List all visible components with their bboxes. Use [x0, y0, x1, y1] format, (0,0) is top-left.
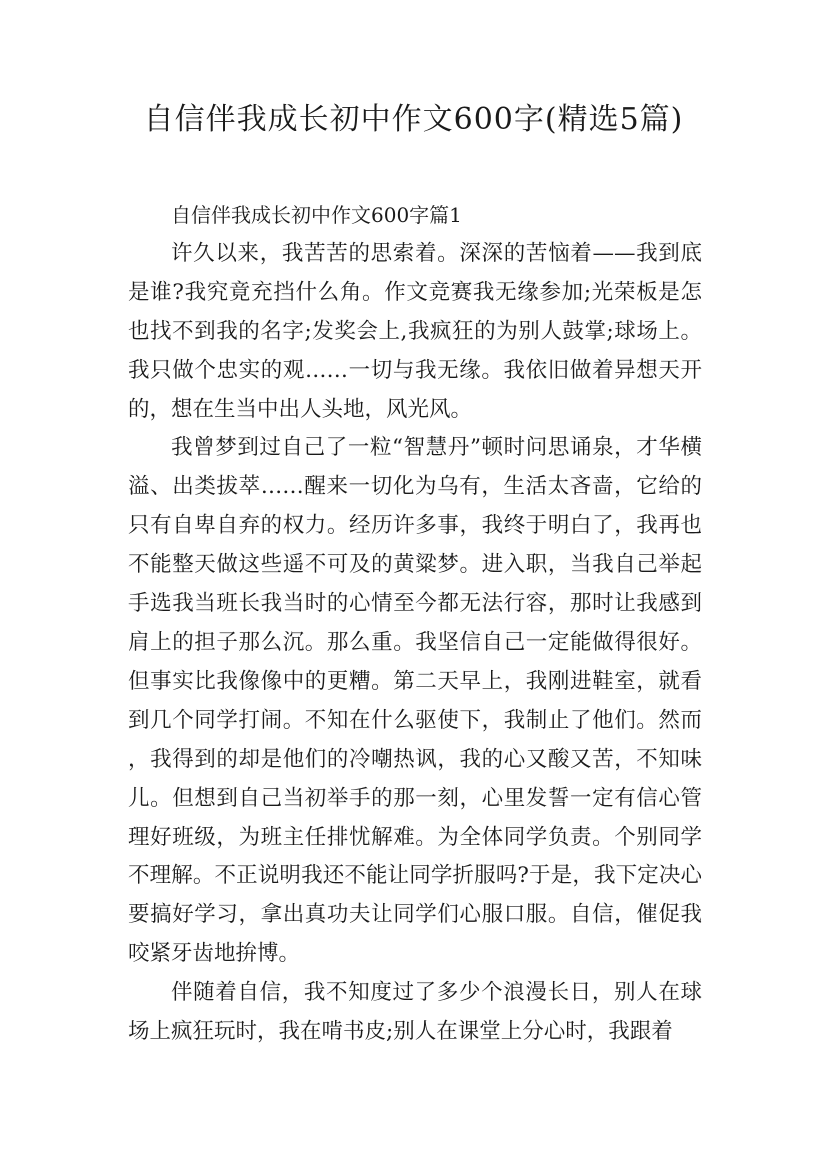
- document-title: 自信伴我成长初中作文600字(精选5篇): [143, 102, 684, 137]
- document-body: [128, 196, 702, 1052]
- paragraph: 许久以来，我苦苦的思索着。深深的苦恼着——我到底是谁?我究竟充挡什么角。作文竞赛我无缘参加;光荣板是怎也找不到我的名字;发奖会上,我疯狂的为别人鼓掌;球场上。我只做个忠实的观……一切与我无缘。我依旧做着异想天开的，想在生当中出人头地，风光风。: [128, 240, 702, 422]
- section-heading: 自信伴我成长初中作文600字篇1: [171, 203, 462, 227]
- paragraph: 我曾梦到过自己了一粒“智慧丹”顿时问思诵泉，才华横溢、出类拔萃……醒来一切化为乌有，生活太吝啬，它给的只有自卑自弃的权力。经历许多事，我终于明白了，我再也不能整天做这些遥不可及的黄粱梦。进入职，当我自己举起手选我当班长我当时的心情至今都无法行容，那时让我感到肩上的担子那么沉。那么重。我坚信自己一定能做得很好。但事实比我像像中的更糟。第二天早上，我刚进鞋室，就看到几个同学打闹。不知在什么驱使下，我制止了他们。然而，我得到的却是他们的冷嘲热讽，我的心又酸又苦，不知味儿。但想到自己当初举手的那一刻，心里发誓一定有信心管理好班级，为班主任排忧解难。为全体同学负责。个别同学不理解。不正说明我还不能让同学折服吗?于是，我下定决心要搞好学习，拿出真功夫让同学们心服口服。自信，催促我咬紧牙齿地拚博。: [128, 435, 702, 967]
- paragraph: 伴随着自信，我不知度过了多少个浪漫长日，别人在球场上疯狂玩时，我在啃书皮;别人在课堂上分心时，我跟着: [128, 980, 702, 1045]
